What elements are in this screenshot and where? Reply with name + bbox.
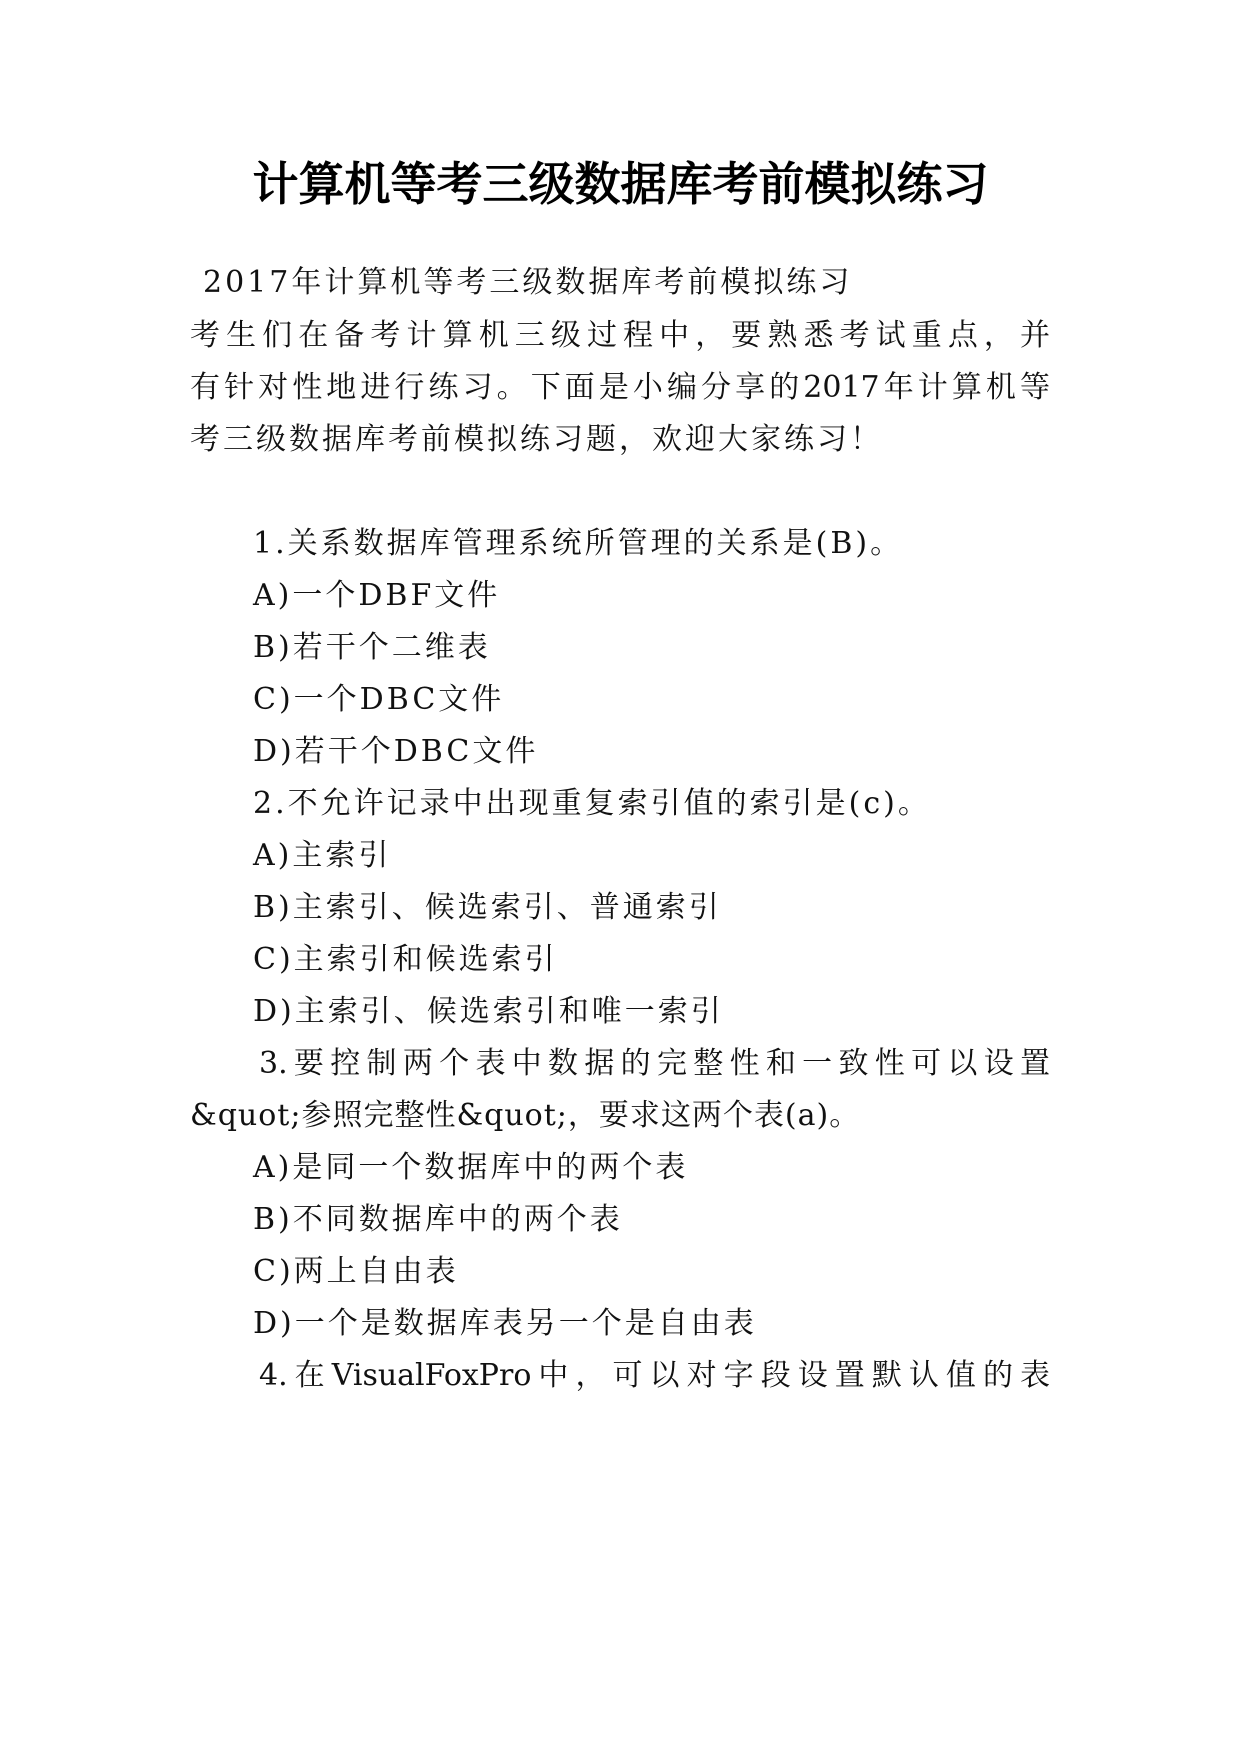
intro-line-1: 考生们在备考计算机三级过程中，要熟悉考试重点，并	[190, 318, 1050, 353]
question-2: 2.不允许记录中出现重复索引值的索引是(c)。	[253, 786, 931, 821]
option-1a: A)一个DBF文件	[253, 578, 501, 613]
document-title: 计算机等考三级数据库考前模拟练习	[252, 157, 989, 211]
question-3-line-2: &quot;参照完整性&quot;，要求这两个表(a)。	[190, 1098, 861, 1133]
option-1b: B)若干个二维表	[253, 630, 491, 665]
option-2a: A)主索引	[253, 838, 392, 873]
option-3d: D)一个是数据库表另一个是自由表	[253, 1306, 757, 1341]
option-3a: A)是同一个数据库中的两个表	[253, 1150, 689, 1185]
option-2c: C)主索引和候选索引	[253, 942, 558, 977]
intro-line-2: 有针对性地进行练习。下面是小编分享的2017年计算机等	[190, 370, 1050, 405]
question-3-line-1: 3.要控制两个表中数据的完整性和一致性可以设置	[259, 1046, 1050, 1081]
option-2b: B)主索引、候选索引、普通索引	[253, 890, 722, 925]
question-1: 1.关系数据库管理系统所管理的关系是(B)。	[253, 526, 904, 561]
option-1d: D)若干个DBC文件	[253, 734, 539, 769]
option-1c: C)一个DBC文件	[253, 682, 505, 717]
intro-line-3: 考三级数据库考前模拟练习题，欢迎大家练习！	[190, 422, 883, 457]
document-subtitle: 2017年计算机等考三级数据库考前模拟练习	[203, 265, 853, 300]
question-4-line-1: 4.在VisualFoxPro中，可以对字段设置默认值的表	[259, 1358, 1050, 1393]
option-2d: D)主索引、候选索引和唯一索引	[253, 994, 724, 1029]
option-3c: C)两上自由表	[253, 1254, 459, 1289]
option-3b: B)不同数据库中的两个表	[253, 1202, 623, 1237]
